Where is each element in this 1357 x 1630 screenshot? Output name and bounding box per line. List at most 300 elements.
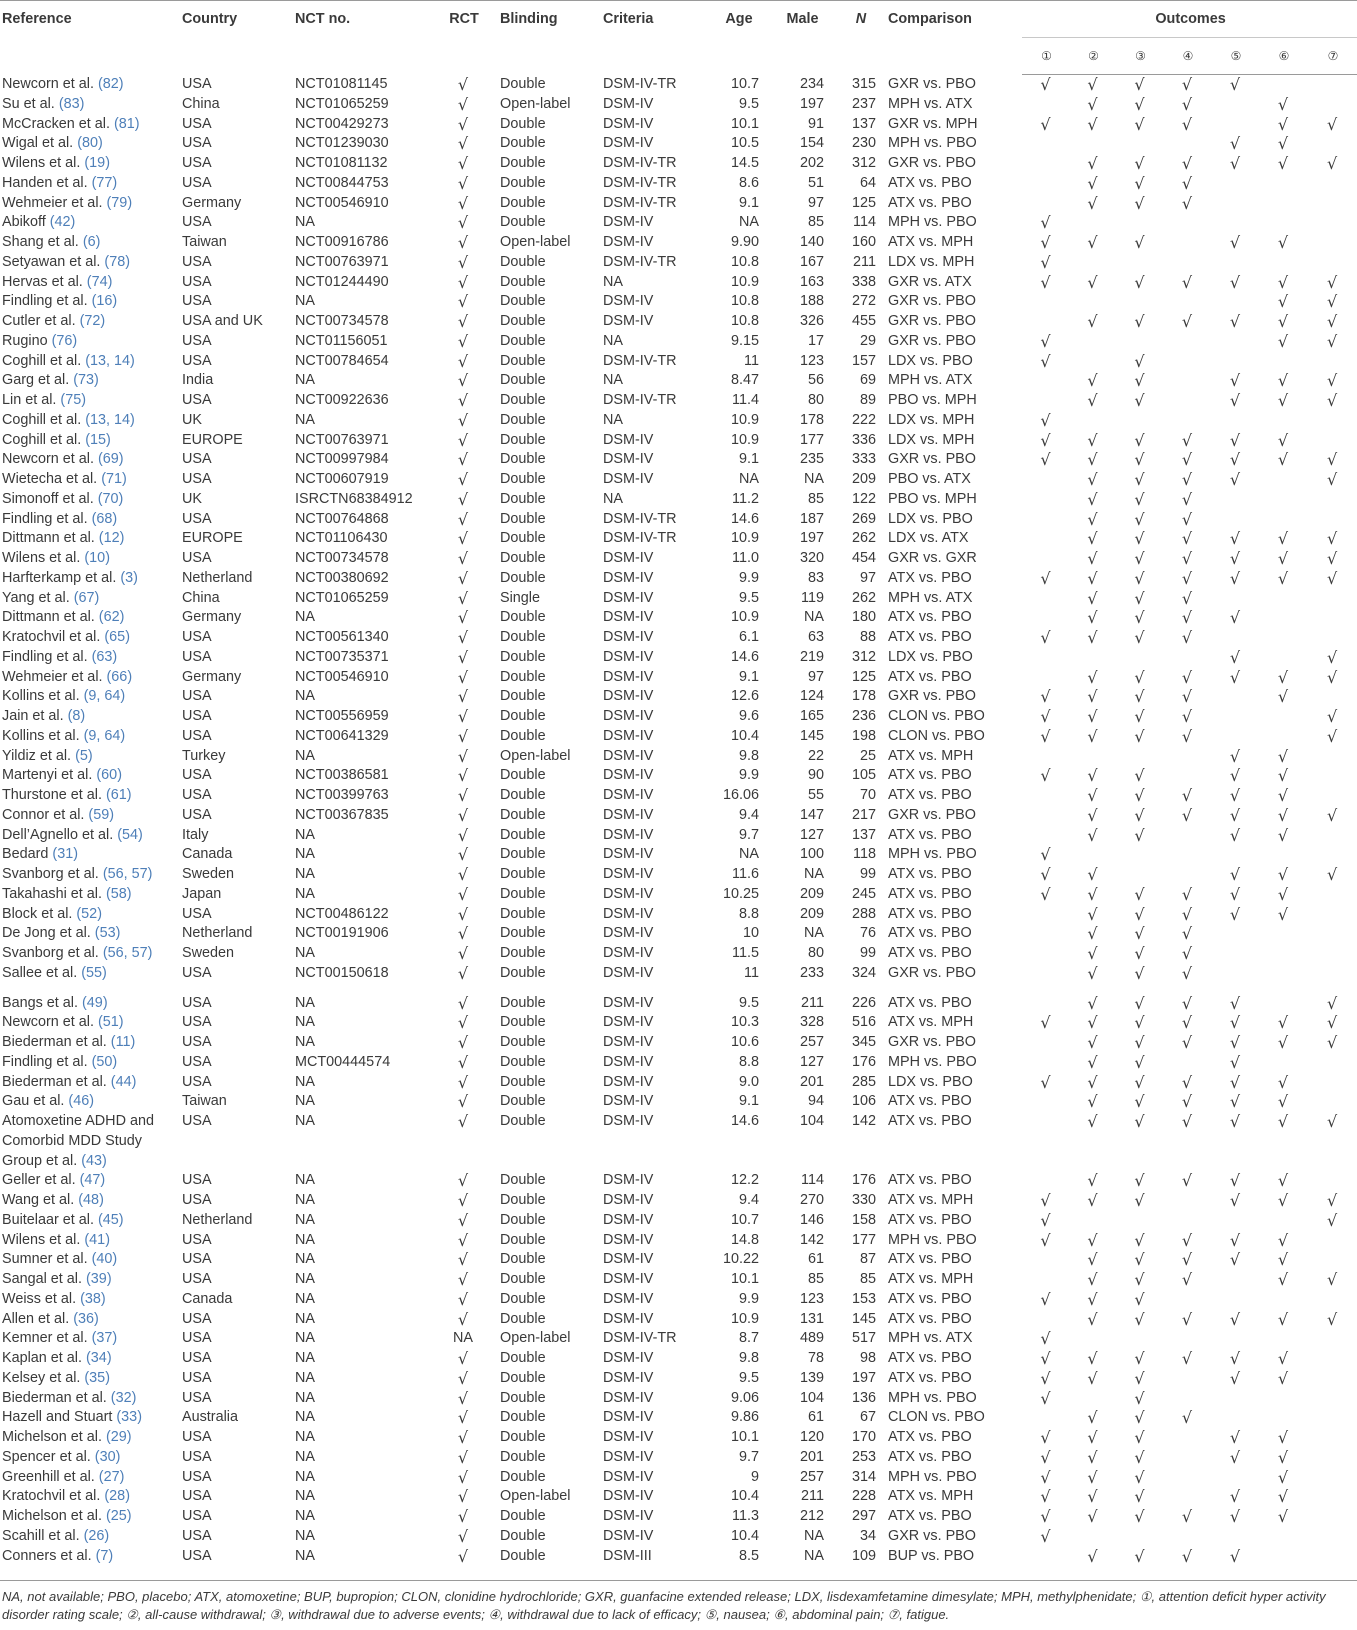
check-mark: √ (1229, 1112, 1241, 1131)
citation-link[interactable]: (52) (76, 905, 102, 922)
table-row (0, 1487, 1357, 1507)
outcome-4-cell (1163, 549, 1211, 569)
citation-link[interactable]: (73) (73, 372, 99, 389)
citation-link[interactable]: (51) (97, 1014, 124, 1031)
check-mark: √ (1134, 1052, 1145, 1072)
outcome-5-cell (1211, 1231, 1259, 1251)
check-mark: √ (1277, 904, 1289, 924)
outcome-4-cell (1163, 786, 1211, 806)
cell-blinding: Double (500, 313, 546, 329)
citation-link[interactable]: (32) (110, 1389, 137, 1406)
outcome-5-cell (1211, 1053, 1259, 1073)
cell-age: 10 (742, 925, 759, 942)
outcome-2-cell (1069, 964, 1116, 984)
outcome-1-cell (1022, 885, 1069, 905)
citation-link[interactable]: (39) (86, 1271, 112, 1287)
reference-author: Sallee et al. (2, 964, 78, 981)
check-mark: √ (1087, 1092, 1098, 1112)
cell-country: Italy (182, 826, 209, 843)
cell-age: 12.6 (730, 688, 759, 705)
outcome-5-cell (1211, 332, 1259, 352)
citation-link[interactable]: (19) (84, 155, 110, 171)
citation-link[interactable]: (56, 57) (102, 945, 153, 961)
outcome-2-cell (1069, 549, 1116, 569)
citation-link[interactable]: (71) (101, 471, 127, 487)
citation-link[interactable]: (60) (96, 767, 122, 784)
citation-link[interactable]: (37) (91, 1330, 118, 1347)
outcome-2-cell (1069, 707, 1116, 727)
citation-link[interactable]: (38) (80, 1290, 106, 1307)
table-row (0, 1389, 1357, 1409)
cell-n: 297 (851, 1508, 876, 1524)
outcome-2-cell (1069, 924, 1116, 944)
outcome-2-cell (1069, 1211, 1116, 1231)
check-mark: √ (1087, 1072, 1098, 1092)
citation-link[interactable]: (70) (97, 490, 124, 507)
cell-reference (0, 826, 180, 846)
citation-link[interactable]: (10) (84, 550, 110, 566)
citation-link[interactable]: (29) (105, 1429, 132, 1445)
cell-male: 197 (799, 530, 824, 547)
outcome-6-cell (1259, 1112, 1307, 1171)
check-mark: √ (1326, 331, 1338, 351)
outcome-7-cell (1307, 490, 1357, 510)
citation-link[interactable]: (56, 57) (102, 866, 153, 882)
cell-blinding: Double (500, 629, 546, 645)
outcome-6-cell (1259, 213, 1307, 233)
reference-author: Wang et al. (2, 1192, 75, 1208)
citation-link[interactable]: (76) (51, 332, 78, 349)
check-mark: √ (1229, 1230, 1241, 1250)
cell-comparison: ATX vs. MPH (888, 1192, 974, 1208)
check-mark: √ (1277, 1447, 1289, 1467)
check-mark: √ (1134, 1072, 1145, 1092)
outcome-3-cell (1116, 1468, 1163, 1488)
citation-link[interactable]: (35) (84, 1369, 110, 1386)
cell-comparison: PBO vs. ATX (888, 471, 971, 487)
cell-blinding: Double (500, 866, 546, 882)
citation-link[interactable]: (12) (98, 530, 125, 547)
cell-male: 104 (799, 1389, 824, 1406)
check-mark: √ (1326, 993, 1338, 1013)
cell-male: NA (804, 1547, 824, 1564)
citation-link[interactable]: (50) (91, 1053, 118, 1070)
citation-link[interactable]: (30) (94, 1448, 121, 1465)
check-mark: √ (1277, 1428, 1289, 1447)
citation-link[interactable]: (7) (95, 1547, 114, 1564)
outcome-2-cell (1069, 845, 1116, 865)
cell-n: 34 (859, 1527, 876, 1544)
citation-link[interactable]: (34) (86, 1350, 112, 1366)
check-mark: √ (1181, 1270, 1193, 1289)
cell-blinding: Double (500, 806, 546, 823)
citation-link[interactable]: (43) (81, 1152, 107, 1169)
citation-link[interactable]: (26) (83, 1527, 110, 1544)
outcome-5-cell (1211, 490, 1259, 510)
cell-n: 517 (851, 1330, 876, 1347)
citation-link[interactable]: (65) (104, 629, 130, 645)
reference-author: Coghill et al. (2, 352, 82, 369)
check-mark: √ (1134, 509, 1145, 529)
check-mark: √ (1277, 1270, 1289, 1289)
cell-age: 11.0 (732, 550, 759, 566)
cell-age: 10.9 (730, 431, 759, 448)
check-mark: √ (1087, 371, 1098, 391)
cell-male: 219 (799, 648, 824, 665)
check-mark: √ (1277, 568, 1289, 588)
reference-author: Shang et al. (2, 234, 79, 250)
citation-link[interactable]: (75) (60, 392, 86, 408)
check-mark: √ (1087, 924, 1098, 944)
cell-n: 158 (851, 1211, 876, 1228)
cell-comparison: ATX vs. MPH (888, 234, 974, 250)
reference-author: Kratochvil et al. (2, 629, 101, 645)
outcome-1-cell (1022, 944, 1069, 964)
cell-male: 61 (807, 1409, 824, 1426)
check-mark: √ (1040, 1349, 1051, 1368)
check-mark: √ (1181, 114, 1193, 134)
cell-reference (0, 984, 180, 1014)
cell-reference (0, 1250, 180, 1270)
cell-blinding: Double (500, 1014, 546, 1031)
citation-link[interactable]: (72) (79, 313, 106, 329)
cell-age: 9.06 (730, 1389, 759, 1406)
cell-criteria: NA (603, 411, 623, 428)
citation-link[interactable]: (79) (106, 194, 133, 211)
citation-link[interactable]: (82) (97, 75, 124, 92)
cell-reference (0, 1073, 180, 1093)
cell-n: 122 (851, 490, 876, 507)
cell-male: 197 (799, 95, 824, 112)
citation-link[interactable]: (15) (85, 431, 111, 448)
citation-link[interactable]: (68) (91, 510, 118, 527)
outcome-3-cell (1116, 273, 1163, 293)
table-row (0, 1092, 1357, 1112)
outcome-5-cell (1211, 470, 1259, 490)
cell-age: 9.9 (738, 569, 759, 586)
table-row (0, 1349, 1357, 1369)
outcome-6-cell (1259, 253, 1307, 273)
check-mark: √ (1277, 1230, 1289, 1250)
citation-link[interactable]: (13, 14) (85, 352, 135, 369)
table-row (0, 628, 1357, 648)
table-row (0, 668, 1357, 688)
reference-author: Findling et al. (2, 1053, 88, 1070)
citation-link[interactable]: (8) (67, 708, 86, 724)
citation-link[interactable]: (41) (84, 1231, 110, 1248)
table-row (0, 332, 1357, 352)
check-mark: √ (1181, 1250, 1193, 1270)
cell-rct: √ (457, 1250, 469, 1270)
citation-link[interactable]: (77) (91, 174, 118, 191)
outcome-3-cell (1116, 450, 1163, 470)
citation-link[interactable]: (58) (106, 885, 132, 902)
citation-link[interactable]: (74) (86, 273, 113, 290)
outcome-3-cell (1116, 332, 1163, 352)
cell-comparison: ATX vs. PBO (888, 569, 972, 586)
outcome-3-cell (1116, 115, 1163, 135)
cell-nct: NA (295, 1192, 315, 1208)
cell-comparison: ATX vs. PBO (888, 668, 972, 685)
cell-male: 61 (807, 1251, 824, 1268)
cell-rct: √ (457, 1171, 469, 1191)
cell-age: 10.4 (730, 1527, 759, 1544)
citation-link[interactable]: (13, 14) (85, 411, 135, 428)
outcome-3-cell (1116, 1171, 1163, 1191)
citation-link[interactable]: (47) (79, 1172, 106, 1189)
outcome-6-cell (1259, 1231, 1307, 1251)
outcome-2-cell (1069, 1428, 1116, 1448)
check-mark: √ (1087, 1289, 1098, 1309)
citation-link[interactable]: (81) (113, 115, 140, 132)
reference-author: Findling et al. (2, 510, 88, 527)
check-mark: √ (1040, 1428, 1051, 1447)
outcome-3-cell (1116, 727, 1163, 747)
outcome-1-cell (1022, 1408, 1069, 1428)
citation-link[interactable]: (31) (52, 846, 78, 863)
citation-link[interactable]: (16) (91, 293, 118, 310)
cell-blinding: Double (500, 75, 546, 92)
citation-link[interactable]: (67) (73, 589, 100, 606)
check-mark: √ (1087, 568, 1098, 588)
cell-blinding: Double (500, 1251, 546, 1268)
cell-male: 211 (801, 1488, 824, 1505)
outcome-number-4: ④ (1163, 38, 1211, 75)
citation-link[interactable]: (9, 64) (83, 688, 126, 705)
citation-link[interactable]: (25) (105, 1508, 132, 1524)
cell-rct: √ (457, 1309, 469, 1329)
check-mark: √ (1229, 1447, 1241, 1467)
outcome-4-cell (1163, 391, 1211, 411)
citation-link[interactable]: (40) (91, 1251, 118, 1268)
citation-link[interactable]: (44) (110, 1073, 137, 1090)
table-row (0, 1507, 1357, 1527)
table-row (0, 845, 1357, 865)
outcome-5-cell (1211, 134, 1259, 154)
reference-author: Biederman et al. (2, 1389, 107, 1406)
outcome-1-cell (1022, 213, 1069, 233)
cell-male: 85 (807, 1271, 824, 1287)
outcome-2-cell (1069, 1527, 1116, 1547)
outcome-3-cell (1116, 411, 1163, 431)
cell-rct: √ (457, 331, 469, 351)
outcome-3-cell (1116, 924, 1163, 944)
check-mark: √ (1277, 746, 1289, 766)
outcome-5-cell (1211, 1191, 1259, 1211)
cell-comparison: ATX vs. MPH (888, 1014, 974, 1031)
cell-age: 10.8 (730, 293, 759, 310)
outcome-2-cell (1069, 431, 1116, 451)
cell-male: 90 (807, 767, 824, 784)
check-mark: √ (1040, 351, 1051, 371)
cell-rct: √ (457, 154, 469, 173)
check-mark: √ (1326, 1270, 1338, 1289)
check-mark: √ (1277, 1033, 1289, 1052)
cell-blinding: Double (500, 115, 546, 132)
citation-link[interactable]: (36) (73, 1310, 99, 1327)
cell-reference (0, 1290, 180, 1310)
outcome-5-cell (1211, 292, 1259, 312)
table-row (0, 1231, 1357, 1251)
cell-nct: NA (295, 1290, 315, 1307)
outcome-4-cell (1163, 1092, 1211, 1112)
cell-male: 209 (799, 885, 824, 902)
outcome-1-cell (1022, 589, 1069, 609)
check-mark: √ (1229, 786, 1241, 805)
cell-age: 10.1 (730, 1429, 759, 1445)
outcome-7-cell (1307, 332, 1357, 352)
citation-link[interactable]: (5) (75, 747, 93, 764)
citation-link[interactable]: (80) (77, 135, 103, 152)
check-mark: √ (1229, 805, 1241, 825)
cell-rct: √ (457, 430, 469, 450)
citation-link[interactable]: (3) (120, 569, 138, 586)
check-mark: √ (1040, 331, 1051, 351)
check-mark: √ (1326, 529, 1338, 549)
outcome-7-cell (1307, 1171, 1357, 1191)
cell-n: 88 (859, 629, 876, 645)
cell-n: 136 (851, 1389, 876, 1406)
reference-author: Su et al. (2, 95, 55, 112)
cell-blinding: Double (500, 708, 546, 724)
cell-comparison: LDX vs. MPH (888, 411, 975, 428)
citation-link[interactable]: (55) (81, 964, 107, 981)
outcome-1-cell (1022, 1389, 1069, 1409)
check-mark: √ (1040, 1230, 1051, 1250)
citation-link[interactable]: (28) (104, 1488, 130, 1505)
cell-criteria: DSM-IV (603, 846, 654, 863)
citation-link[interactable]: (63) (91, 648, 118, 665)
check-mark: √ (1087, 1428, 1098, 1447)
cell-nct: NCT00556959 (295, 708, 389, 724)
outcome-4-cell (1163, 766, 1211, 786)
check-mark: √ (1181, 1230, 1193, 1250)
cell-blinding: Double (500, 1527, 546, 1544)
outcome-6-cell (1259, 1191, 1307, 1211)
cell-comparison: MPH vs. ATX (888, 95, 973, 112)
outcome-2-cell (1069, 1487, 1116, 1507)
citation-link[interactable]: (83) (58, 95, 85, 112)
check-mark: √ (1040, 75, 1051, 94)
cell-blinding: Double (500, 905, 546, 922)
citation-link[interactable]: (54) (117, 826, 143, 843)
outcome-1-cell (1022, 766, 1069, 786)
cell-criteria: DSM-IV (603, 1172, 654, 1189)
outcome-3-cell (1116, 1250, 1163, 1270)
outcome-7-cell (1307, 1369, 1357, 1389)
outcome-3-cell (1116, 1073, 1163, 1093)
outcome-4-cell (1163, 1389, 1211, 1409)
cell-n: 217 (851, 806, 876, 823)
citation-link[interactable]: (61) (106, 787, 132, 803)
reference-author: Kollins et al. (2, 688, 80, 705)
table-row (0, 1527, 1357, 1547)
citation-link[interactable]: (66) (106, 668, 133, 685)
outcome-2-cell (1069, 352, 1116, 372)
outcome-7-cell (1307, 431, 1357, 451)
outcome-4-cell (1163, 668, 1211, 688)
citation-link[interactable]: (42) (49, 214, 76, 231)
citation-link[interactable]: (53) (94, 925, 121, 942)
cell-rct: √ (457, 509, 469, 529)
cell-country: USA (182, 1073, 212, 1090)
outcome-1-cell (1022, 1092, 1069, 1112)
cell-nct: NCT00997984 (295, 451, 389, 468)
outcome-6-cell (1259, 569, 1307, 589)
check-mark: √ (1181, 1092, 1193, 1112)
outcome-1-cell (1022, 391, 1069, 411)
outcome-6-cell (1259, 549, 1307, 569)
citation-link[interactable]: (59) (88, 806, 114, 823)
outcome-7-cell (1307, 75, 1357, 95)
outcome-2-cell (1069, 1073, 1116, 1093)
cell-country: USA (182, 155, 212, 171)
citation-link[interactable]: (9, 64) (83, 727, 126, 744)
check-mark: √ (1134, 549, 1145, 568)
citation-link[interactable]: (45) (98, 1211, 124, 1228)
cell-criteria: DSM-IV (603, 589, 654, 606)
outcome-5-cell (1211, 707, 1259, 727)
outcome-4-cell (1163, 648, 1211, 668)
cell-criteria: DSM-IV (603, 1014, 654, 1031)
cell-nct: NCT00735371 (295, 648, 389, 665)
citation-link[interactable]: (27) (98, 1468, 125, 1485)
outcome-5-cell (1211, 154, 1259, 174)
outcome-6-cell (1259, 766, 1307, 786)
outcome-2-cell (1069, 687, 1116, 707)
outcome-2-cell (1069, 1507, 1116, 1527)
citation-link[interactable]: (6) (82, 234, 101, 250)
table-row (0, 924, 1357, 944)
cell-blinding: Double (500, 1369, 546, 1386)
check-mark: √ (1229, 549, 1241, 568)
outcome-3-cell (1116, 786, 1163, 806)
check-mark: √ (1229, 272, 1241, 292)
citation-link[interactable]: (62) (98, 609, 125, 626)
cell-n: 137 (851, 826, 876, 843)
check-mark: √ (1040, 726, 1051, 746)
outcome-7-cell (1307, 1389, 1357, 1409)
citation-link[interactable]: (46) (68, 1093, 94, 1110)
cell-reference (0, 707, 180, 727)
outcome-1-cell (1022, 1428, 1069, 1448)
outcome-number-6: ⑥ (1259, 38, 1307, 75)
citation-link[interactable]: (33) (116, 1409, 142, 1426)
outcome-1-cell (1022, 1329, 1069, 1349)
outcome-3-cell (1116, 194, 1163, 214)
table-row (0, 865, 1357, 885)
citation-link[interactable]: (78) (104, 253, 130, 270)
cell-n: 176 (851, 1053, 876, 1070)
cell-reference (0, 1428, 180, 1448)
outcome-5-cell (1211, 727, 1259, 747)
check-mark: √ (1087, 608, 1098, 628)
cell-blinding: Double (500, 767, 546, 784)
check-mark: √ (1229, 1349, 1241, 1368)
cell-nct: NCT01081132 (295, 155, 388, 171)
citation-link[interactable]: (48) (78, 1192, 104, 1208)
cell-reference (0, 668, 180, 688)
cell-nct: NCT00763971 (295, 431, 389, 448)
citation-link[interactable]: (49) (82, 994, 108, 1011)
cell-n: 118 (853, 846, 876, 863)
outcome-1-cell (1022, 1013, 1069, 1033)
citation-link[interactable]: (11) (110, 1034, 136, 1050)
col-header-comparison: Comparison (886, 1, 1022, 75)
outcome-3-cell (1116, 1191, 1163, 1211)
citation-link[interactable]: (69) (97, 451, 124, 468)
outcome-7-cell (1307, 1487, 1357, 1507)
